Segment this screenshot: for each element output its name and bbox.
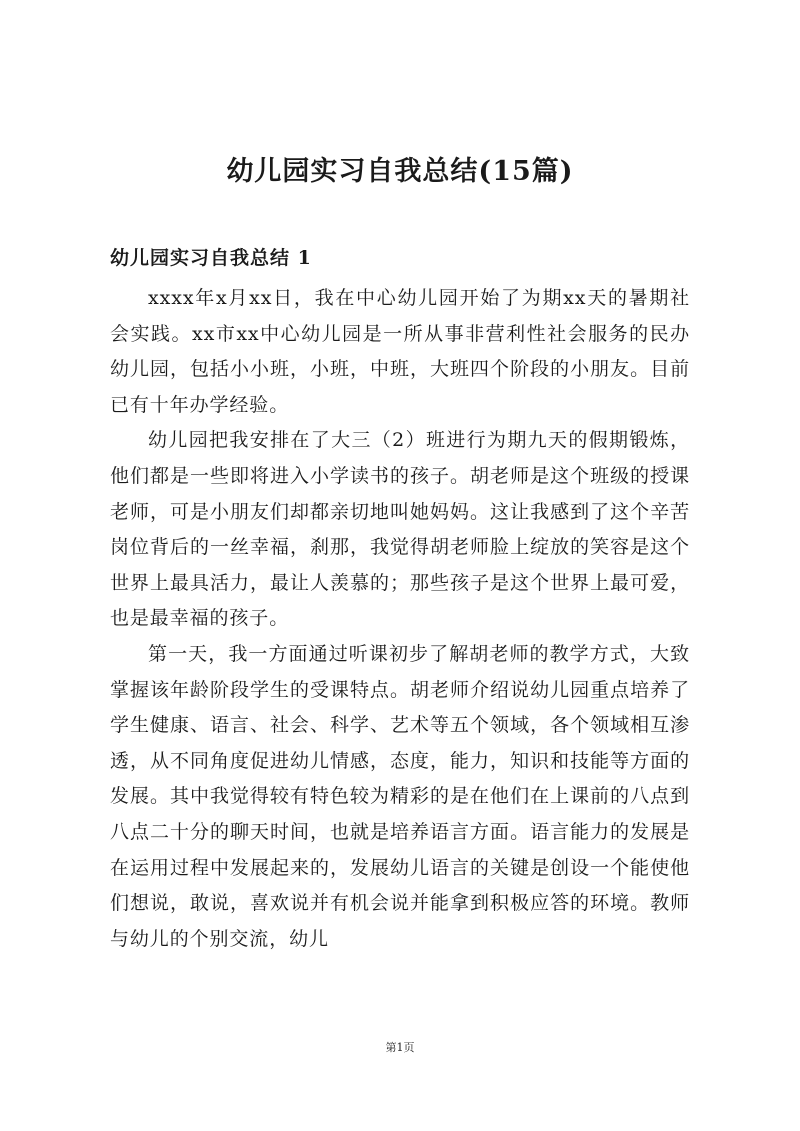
paragraph-1: xxxx年x月xx日，我在中心幼儿园开始了为期xx天的暑期社会实践。xx市xx中心幼儿园是一所从事非营利性社会服务的民办幼儿园，包括小小班，小班，中班，大班四个阶段的小朋友。目前已有十年办学经验。 — [110, 287, 690, 416]
document-body — [110, 281, 690, 957]
paragraph-2: 幼儿园把我安排在了大三（2）班进行为期九天的假期锻炼，他们都是一些即将进入小学读书的孩子。胡老师是这个班级的授课老师，可是小朋友们却都亲切地叫她妈妈。这让我感到了这个辛苦岗位背后的一丝幸福，刹那，我觉得胡老师脸上绽放的笑容是这个世界上最具活力，最让人羡慕的；那些孩子是这个世界上最可爱，也是最幸福的孩子。 — [110, 429, 690, 630]
document-title: 幼儿园实习自我总结(15篇) — [226, 156, 574, 187]
section-heading: 幼儿园实习自我总结 1 — [110, 247, 312, 269]
paragraph-3: 第一天，我一方面通过听课初步了解胡老师的教学方式，大致掌握该年龄阶段学生的受课特点。胡老师介绍说幼儿园重点培养了学生健康、语言、社会、科学、艺术等五个领域，各个领域相互渗透，从不同角度促进幼儿情感，态度，能力，知识和技能等方面的发展。其中我觉得较有特色较为精彩的是在他们在上课前的八点到八点二十分的聊天时间，也就是培养语言方面。语言能力的发展是在运用过程中发展起来的，发展幼儿语言的关键是创设一个能使他们想说，敢说，喜欢说并有机会说并能拿到积极应答的环境。教师与幼儿的个别交流，幼儿 — [110, 642, 690, 950]
page-number: 第1页 — [385, 1041, 415, 1054]
